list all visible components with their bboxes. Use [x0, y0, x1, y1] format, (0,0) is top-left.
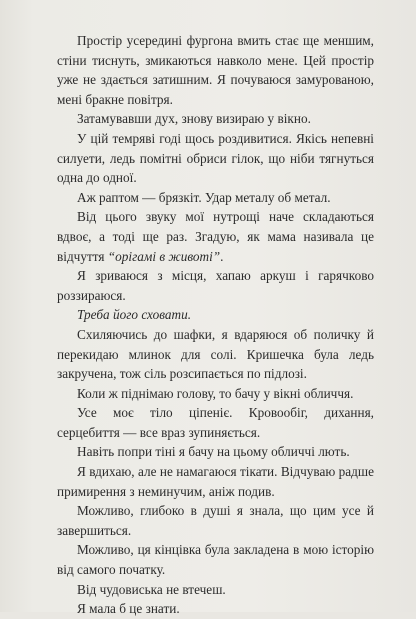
paragraph: Можливо, глибоко в душі я знала, що цим усе й завершиться.	[57, 503, 374, 538]
paragraph-italic: Треба його сховати.	[77, 307, 192, 323]
paragraph: Я зриваюся з місця, хапаю аркуш і гарячково роззираюся.	[57, 268, 374, 303]
paragraph: Коли ж піднімаю голову, то бачу у вікні обличчя.	[77, 385, 354, 401]
paragraph: Аж раптом — брязкіт. Удар металу об метал.	[77, 189, 331, 205]
paragraph-tail: .	[220, 248, 224, 264]
paragraph: Схиляючись до шафки, я вдаряюся об поличку й перекидаю млинок для солі. Кришечка була ледь закручена, тож сіль розсипається по підлозі.	[57, 326, 374, 382]
paragraph-text: Від цього звуку мої нутрощі наче складаються вдвоє, а тоді ще раз. Згадую, як мама називала це відчуття	[57, 209, 374, 264]
paragraph: Затамувавши дух, знову визираю у вікно.	[77, 111, 311, 127]
paragraph: У цій темряві годі щось роздивитися. Якісь непевні силуети, ледь помітні обриси гілок, що ніби тягнуться одна до одної.	[57, 130, 374, 186]
text-block	[57, 31, 374, 619]
paragraph: Навіть попри тіні я бачу на цьому обличчі лють.	[77, 444, 350, 460]
paragraph: Усе моє тіло ціпеніє. Кровообіг, дихання, серцебиття — все враз зупиняється.	[57, 405, 374, 440]
paragraph: Я мала б це знати.	[77, 601, 180, 617]
paragraph	[57, 207, 374, 266]
paragraph: Я вдихаю, але не намагаюся тікати. Відчуваю радше примирення з неминучим, аніж подив.	[57, 464, 374, 499]
paragraph: Можливо, ця кінцівка була закладена в мою історію від самого початку.	[57, 542, 374, 578]
paragraph: Простір усередині фургона вмить стає ще меншим, стіни тиснуть, змикаються навколо мене. Цей простір уже не здається затишним. Я почуваюся замурованою, мені бракне повітря.	[57, 33, 374, 107]
paragraph: Від чудовиська не втечеш.	[77, 581, 226, 597]
emphasis-text: “орігамі в животі”	[107, 248, 221, 264]
